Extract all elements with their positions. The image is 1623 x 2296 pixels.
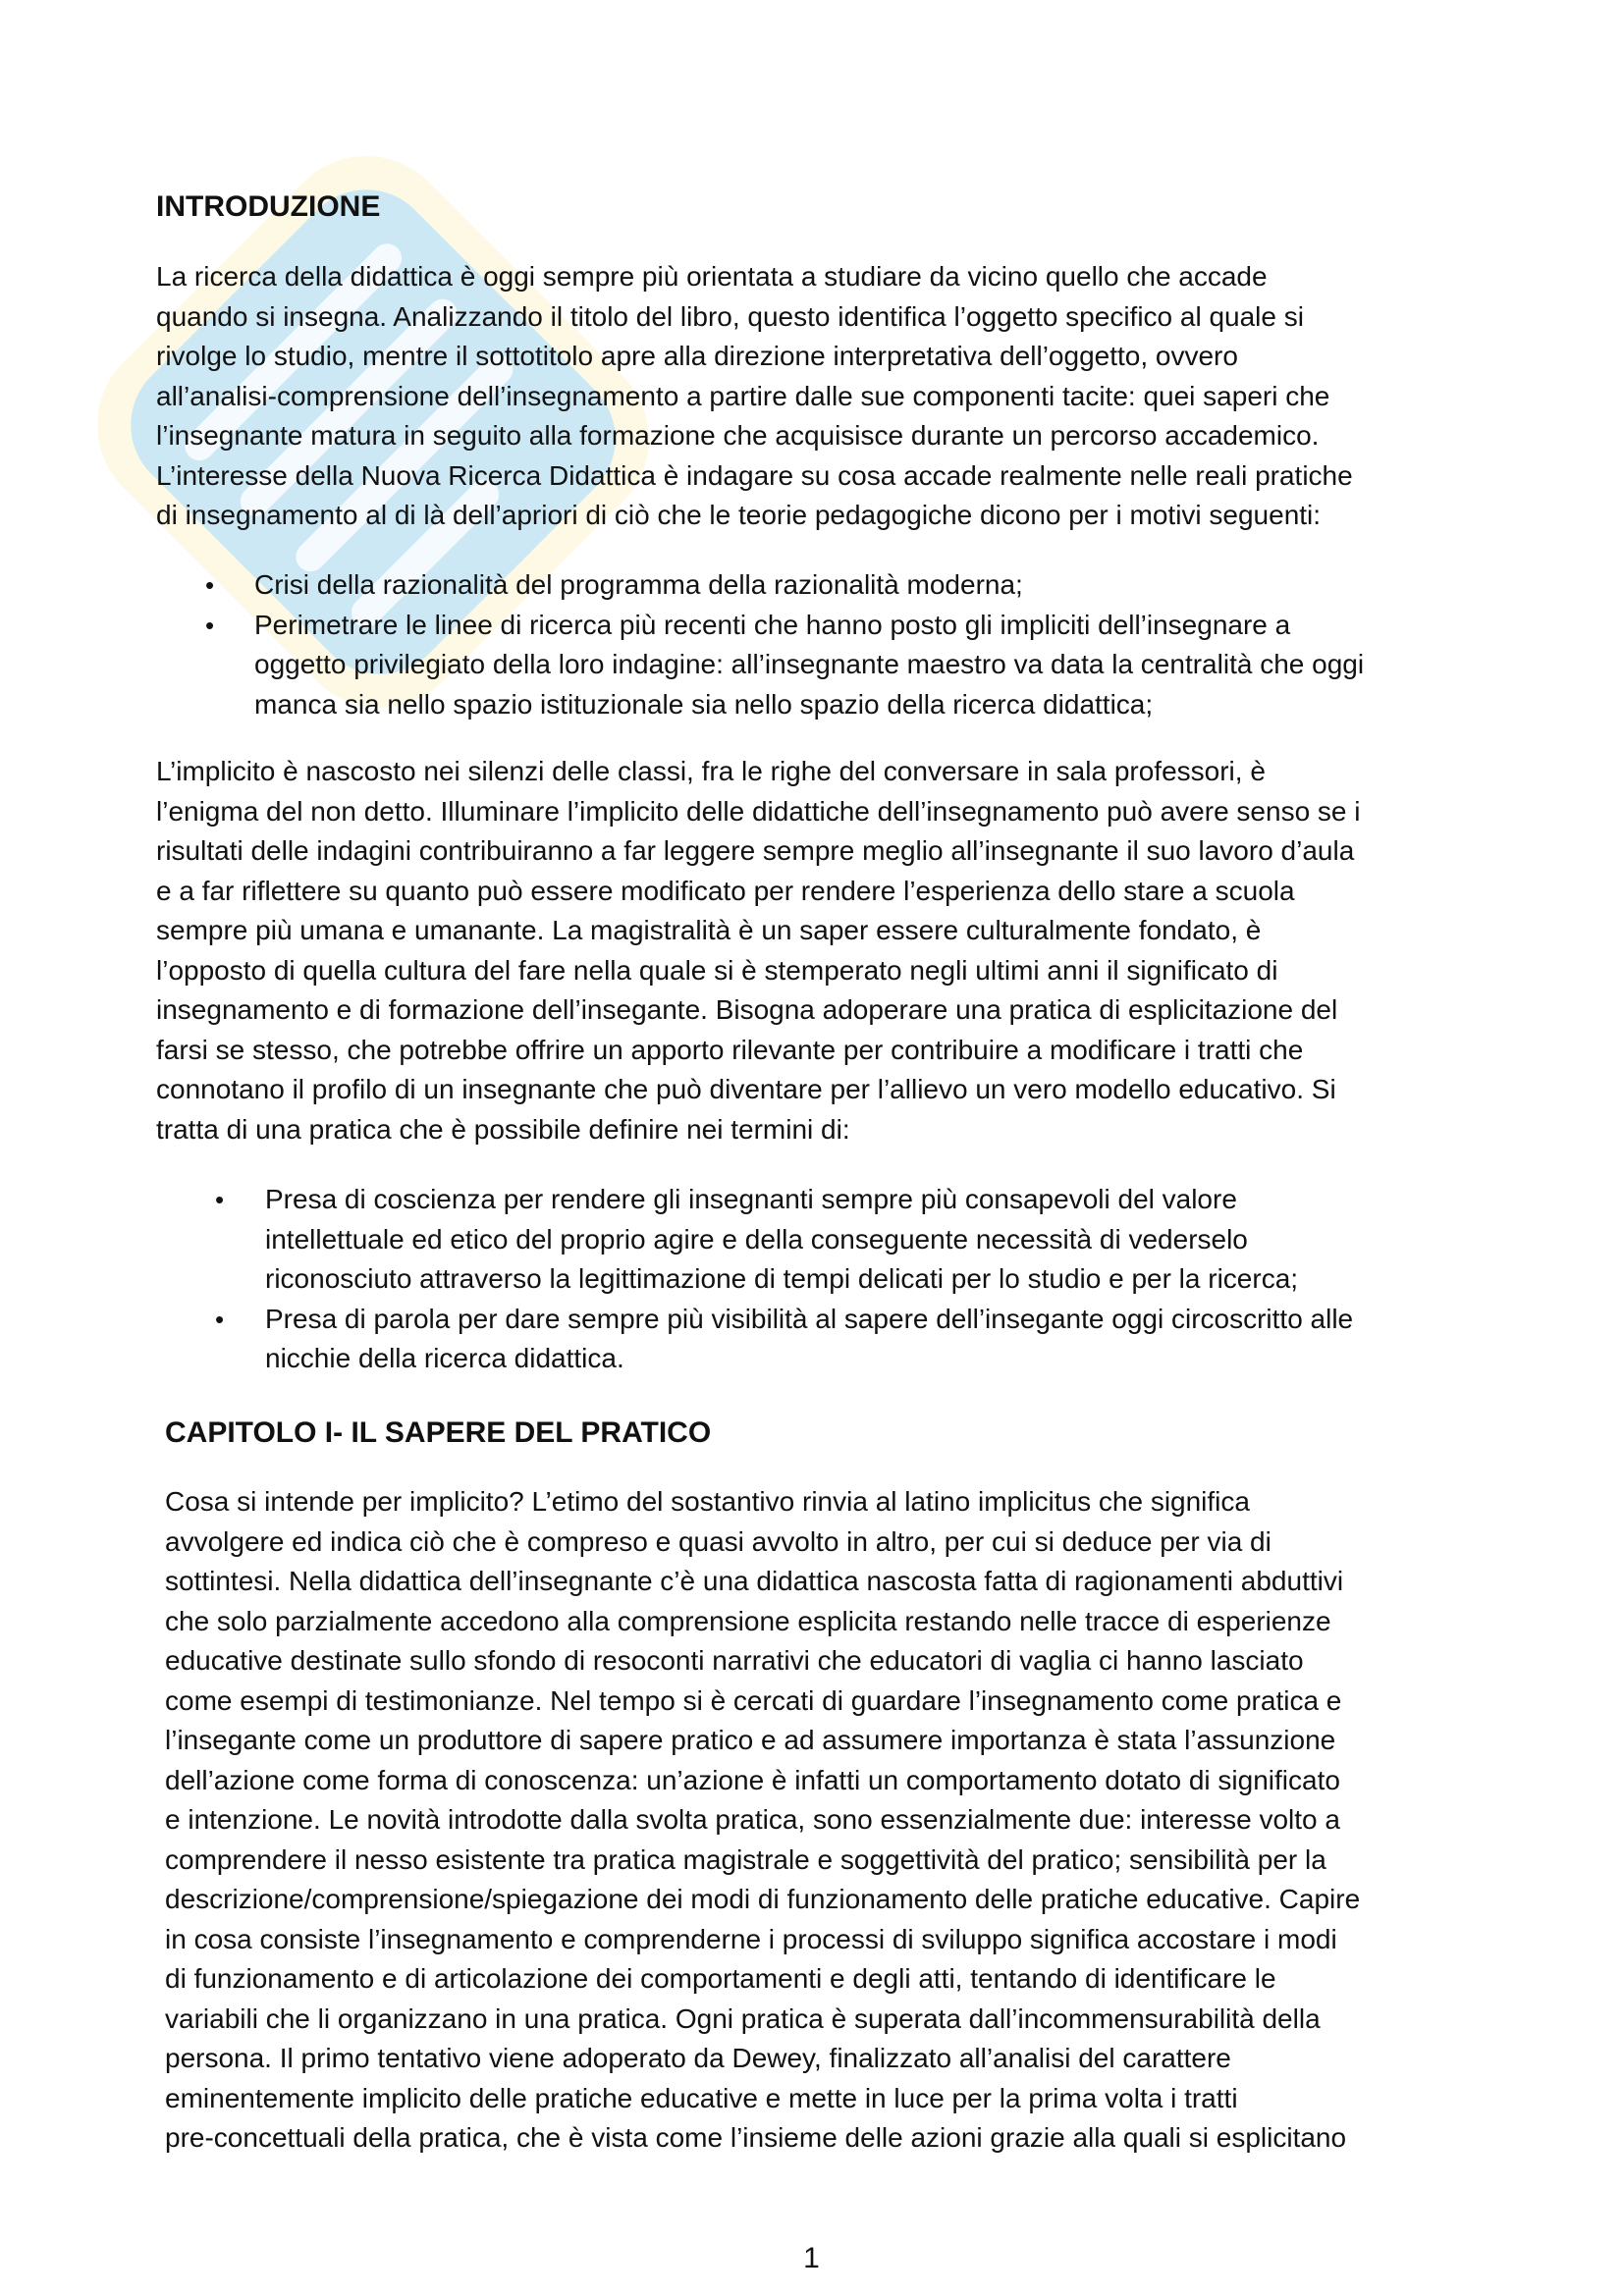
- intro-heading: INTRODUZIONE: [156, 190, 381, 223]
- text-line: come esempi di testimonianze. Nel tempo si è cercati di guardare l’insegnamento come pratica e: [165, 1684, 1342, 1716]
- text-line: quando si insegna. Analizzando il titolo del libro, questo identifica l’oggetto specifico al quale si: [156, 300, 1304, 332]
- text-line: intellettuale ed etico del proprio agire e della conseguente necessità di vederselo: [265, 1223, 1248, 1255]
- text-line: comprendere il nesso esistente tra pratica magistrale e soggettività del pratico; sensibilità per la: [165, 1843, 1326, 1875]
- text-line: Cosa si intende per implicito? L’etimo del sostantivo rinvia al latino implicitus che significa: [165, 1486, 1250, 1517]
- text-line: risultati delle indagini contribuiranno a far leggere sempre meglio all’insegnante il suo lavoro d’aula: [156, 835, 1355, 866]
- text-line: descrizione/comprensione/spiegazione dei modi di funzionamento delle pratiche educative. Capire: [165, 1884, 1361, 1914]
- text-line: L’implicito è nascosto nei silenzi delle classi, fra le righe del conversare in sala professori, è: [156, 756, 1266, 786]
- text-line: sempre più umana e umanante. La magistralità è un saper essere culturalmente fondato, è: [156, 915, 1262, 945]
- bullet-icon: •: [215, 1185, 225, 1214]
- text-line: di insegnamento al di là dell’apriori di ciò che le teorie pedagogiche dicono per i motivi seguenti:: [156, 500, 1322, 530]
- text-line: l’insegante come un produttore di sapere pratico e ad assumere importanza è stata l’assunzione: [165, 1725, 1336, 1755]
- text-line: L’interesse della Nuova Ricerca Didattica è indagare su cosa accade realmente nelle reali pratiche: [156, 459, 1353, 491]
- text-line: Presa di coscienza per rendere gli insegnanti sempre più consapevoli del valore: [265, 1184, 1237, 1214]
- bullet-icon: •: [215, 1304, 225, 1334]
- text-line: nicchie della ricerca didattica.: [265, 1343, 624, 1373]
- text-line: e intenzione. Le novità introdotte dalla svolta pratica, sono essenzialmente due: interesse volto a: [165, 1804, 1340, 1835]
- text-line: insegnamento e di formazione dell’insegante. Bisogna adoperare una pratica di esplicitazione del: [156, 994, 1338, 1025]
- text-line: persona. Il primo tentativo viene adoperato da Dewey, finalizzato all’analisi del carattere: [165, 2043, 1231, 2073]
- text-line: La ricerca della didattica è oggi sempre più orientata a studiare da vicino quello che accade: [156, 261, 1268, 292]
- list-item: [156, 565, 1531, 606]
- chapter-1-heading: CAPITOLO I- IL SAPERE DEL PRATICO: [165, 1416, 712, 1449]
- bullet-list-reasons: [156, 565, 1531, 724]
- text-line: avvolgere ed indica ciò che è compreso e quasi avvolto in altro, per cui si deduce per via di: [165, 1525, 1271, 1557]
- text-line: in cosa consiste l’insegnamento e comprenderne i processi di sviluppo significa accostare i modi: [165, 1923, 1337, 1954]
- text-line: sottintesi. Nella didattica dell’insegnante c’è una didattica nascosta fatta di ragionamenti abduttivi: [165, 1566, 1344, 1596]
- text-line: pre-concettuali della pratica, che è vista come l’insieme delle azioni grazie alla quali si esplicitano: [165, 2122, 1347, 2153]
- text-line: l’insegnante matura in seguito alla formazione che acquisisce durante un percorso accademico.: [156, 420, 1320, 451]
- text-line: Crisi della razionalità del programma della razionalità moderna;: [254, 569, 1023, 600]
- text-line: educative destinate sullo sfondo di resoconti narrativi che educatori di vaglia ci hanno lasciato: [165, 1645, 1304, 1676]
- text-line: rivolge lo studio, mentre il sottotitolo apre alla direzione interpretativa dell’oggetto, ovvero: [156, 341, 1238, 371]
- list-item: [156, 1300, 1531, 1379]
- list-item: [156, 1180, 1531, 1300]
- text-line: che solo parzialmente accedono alla comprensione esplicita restando nelle tracce di esperienze: [165, 1605, 1331, 1636]
- text-line: Perimetrare le linee di ricerca più recenti che hanno posto gli impliciti dell’insegnare a: [254, 609, 1291, 640]
- bullet-icon: •: [205, 570, 215, 600]
- list-item: [156, 606, 1531, 725]
- text-line: l’enigma del non detto. Illuminare l’implicito delle didattiche dell’insegnamento può avere senso se i: [156, 795, 1361, 827]
- text-line: Presa di parola per dare sempre più visibilità al sapere dell’insegante oggi circoscritto alle: [265, 1303, 1354, 1334]
- text-line: manca sia nello spazio istituzionale sia nello spazio della ricerca didattica;: [254, 688, 1154, 720]
- bullet-icon: •: [205, 610, 215, 640]
- text-line: dell’azione come forma di conoscenza: un’azione è infatti un comportamento dotato di significato: [165, 1764, 1340, 1795]
- text-line: variabili che li organizzano in una pratica. Ogni pratica è superata dall’incommensurabilità della: [165, 2002, 1321, 2034]
- page-number: 1: [803, 2242, 820, 2274]
- text-line: l’opposto di quella cultura del fare nella quale si è stemperato negli ultimi anni il significato di: [156, 954, 1278, 986]
- text-line: connotano il profilo di un insegnante che può diventare per l’allievo un vero modello educativo. Si: [156, 1074, 1336, 1104]
- text-line: tratta di una pratica che è possibile definire nei termini di:: [156, 1113, 850, 1145]
- text-line: all’analisi-comprensione dell’insegnamento a partire dalle sue componenti tacite: quei saperi che: [156, 380, 1330, 411]
- intro-paragraph-2: [156, 752, 1531, 1149]
- text-line: oggetto privilegiato della loro indagine: all’insegnante maestro va data la centralità che oggi: [254, 649, 1365, 679]
- text-line: farsi se stesso, che potrebbe offrire un apporto rilevante per contribuire a modificare i tratti che: [156, 1034, 1304, 1065]
- text-line: eminentemente implicito delle pratiche educative e mette in luce per la prima volta i tratti: [165, 2082, 1238, 2113]
- text-line: e a far riflettere su quanto può essere modificato per rendere l’esperienza dello stare a scuola: [156, 875, 1295, 906]
- chapter-1-paragraph: [165, 1482, 1540, 2159]
- text-line: di funzionamento e di articolazione dei comportamenti e degli atti, tentando di identificare le: [165, 1963, 1276, 1994]
- bullet-list-practice-terms: [156, 1180, 1531, 1379]
- text-line: riconosciuto attraverso la legittimazione di tempi delicati per lo studio e per la ricerca;: [265, 1263, 1299, 1294]
- intro-paragraph-1: [156, 257, 1531, 536]
